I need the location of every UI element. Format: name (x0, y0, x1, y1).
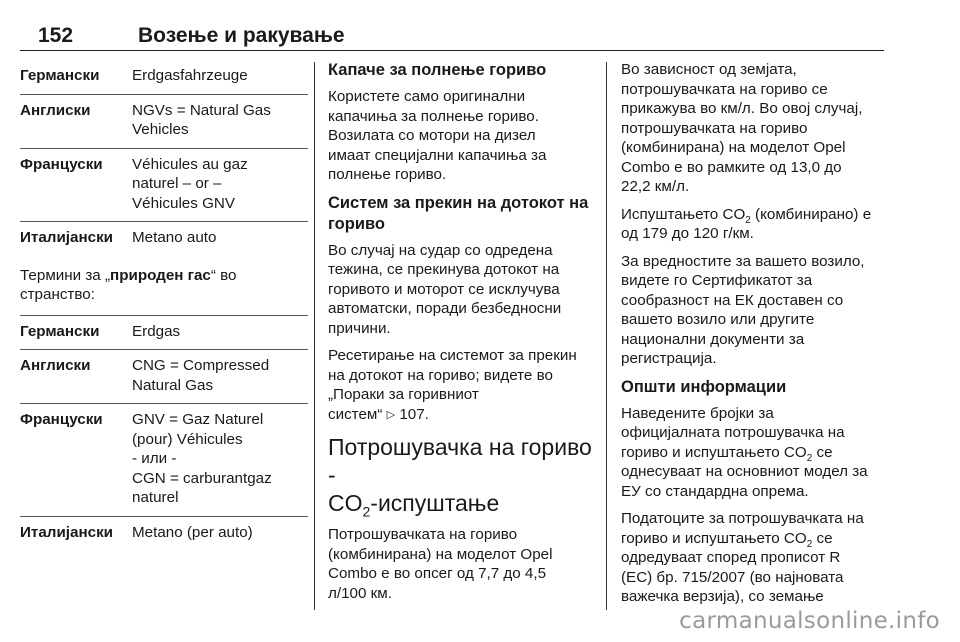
table-row (20, 350, 308, 404)
heading-fuel-cutoff: Систем за прекин на дотокот на гориво (328, 193, 589, 233)
page-title: Возење и ракување (138, 24, 345, 47)
language-label: Италијански (20, 229, 114, 246)
paragraph-country: Во зависност од земјата, потрошувачката на гориво се прикажува во км/л. Во овој случај, потрошувачката на гориво (комбинирана) на моделот Opel Combo е во рамките од 13,0 до 22,2 км/л. (621, 61, 863, 195)
watermark: carmanualsonline.info (679, 608, 940, 634)
paragraph-general: Наведените бројки за официјалната потрошувачка на гориво и испуштањето $CO_2$ се однесуваат на основниот модел за ЕУ со стандардна опрема. (621, 404, 868, 500)
heading-general-info: Општи информации (621, 377, 787, 396)
language-label: Француски (20, 155, 103, 173)
term-value: Véhicules au gaz naturel – or – Véhicules GNV (132, 155, 248, 212)
term-value: Metano auto (132, 229, 217, 246)
column-right (621, 60, 891, 615)
term-value: NGVs = Natural Gas Vehicles (132, 101, 271, 138)
table-row (20, 222, 308, 256)
language-label: Германски (20, 67, 100, 84)
page-number: 152 (38, 24, 74, 47)
language-label: Англиски (20, 357, 91, 374)
heading-consumption: Потрошувачка на гориво - $CO_2$-испуштање (328, 434, 592, 520)
column-left (20, 60, 308, 550)
term-value: Erdgas (132, 322, 181, 340)
table-row (20, 60, 308, 95)
language-label: Германски (20, 322, 100, 340)
heading-fuel-caps: Капаче за полнење гориво (328, 61, 547, 79)
table-row (20, 517, 308, 551)
natural-gas-term: природен гас (110, 266, 211, 284)
language-label: Англиски (20, 101, 91, 119)
table-row (20, 149, 308, 223)
page-reference-link[interactable]: 107. (399, 405, 429, 423)
paragraph-co2: Испуштањето $CO_2$ (комбинирано) е од 179 до 120 г/км. (621, 205, 872, 242)
terms-table-gas (20, 316, 308, 551)
paragraph-values: За вредностите за вашето возило, видете го Сертификатот за сообразност на ЕК доставен со вашето возило или другите национални документи за регистрација. (621, 252, 865, 367)
term-value: CNG = Compressed Natural Gas (132, 357, 270, 394)
paragraph-consumption: Потрошувачката на гориво (комбинирана) на моделот Opel Combo е во опсег од 7,7 до 4,5 л/100 км. (328, 526, 553, 602)
table-row (20, 95, 308, 149)
intro-paragraph: Термини за „природен гас“ во странство: (20, 266, 308, 316)
column-middle (328, 60, 598, 611)
column-divider (606, 62, 607, 610)
table-row (20, 316, 308, 351)
term-value: GNV = Gaz Naturel (pour) Véhicules - или - CGN = carburantgaz naturel (132, 411, 272, 506)
paragraph-fuel-caps: Користете само оригинални капачиња за полнење гориво. Возилата со мотори на дизел имаат специјални капачиња за полнење гориво. (328, 88, 547, 183)
term-value: Metano (per auto) (132, 523, 253, 541)
reference-arrow-icon: ▷ (386, 408, 396, 421)
language-label: Француски (20, 411, 103, 428)
term-value: Erdgasfahrzeuge (132, 67, 248, 84)
column-divider (314, 62, 315, 610)
page-header (20, 0, 884, 51)
paragraph-reset: Ресетирање на системот за прекин на дотокот на гориво; видете во „Пораки за горивниот систем“ ▷ 107. (328, 346, 598, 425)
paragraph-fuel-cutoff: Во случај на судар со одредена тежина, се прекинува дотокот на горивото и моторот се исклучува автоматски, поради безбедносни причини. (328, 241, 562, 337)
table-row (20, 404, 308, 517)
language-label: Италијански (20, 523, 114, 541)
paragraph-data: Податоците за потрошувачката на гориво и испуштањето $CO_2$ се одредуваат според прописот R (ЕС) бр. 715/2007 (во најновата важечка верзија), со земање (621, 510, 864, 605)
terms-table-ngv (20, 60, 308, 256)
